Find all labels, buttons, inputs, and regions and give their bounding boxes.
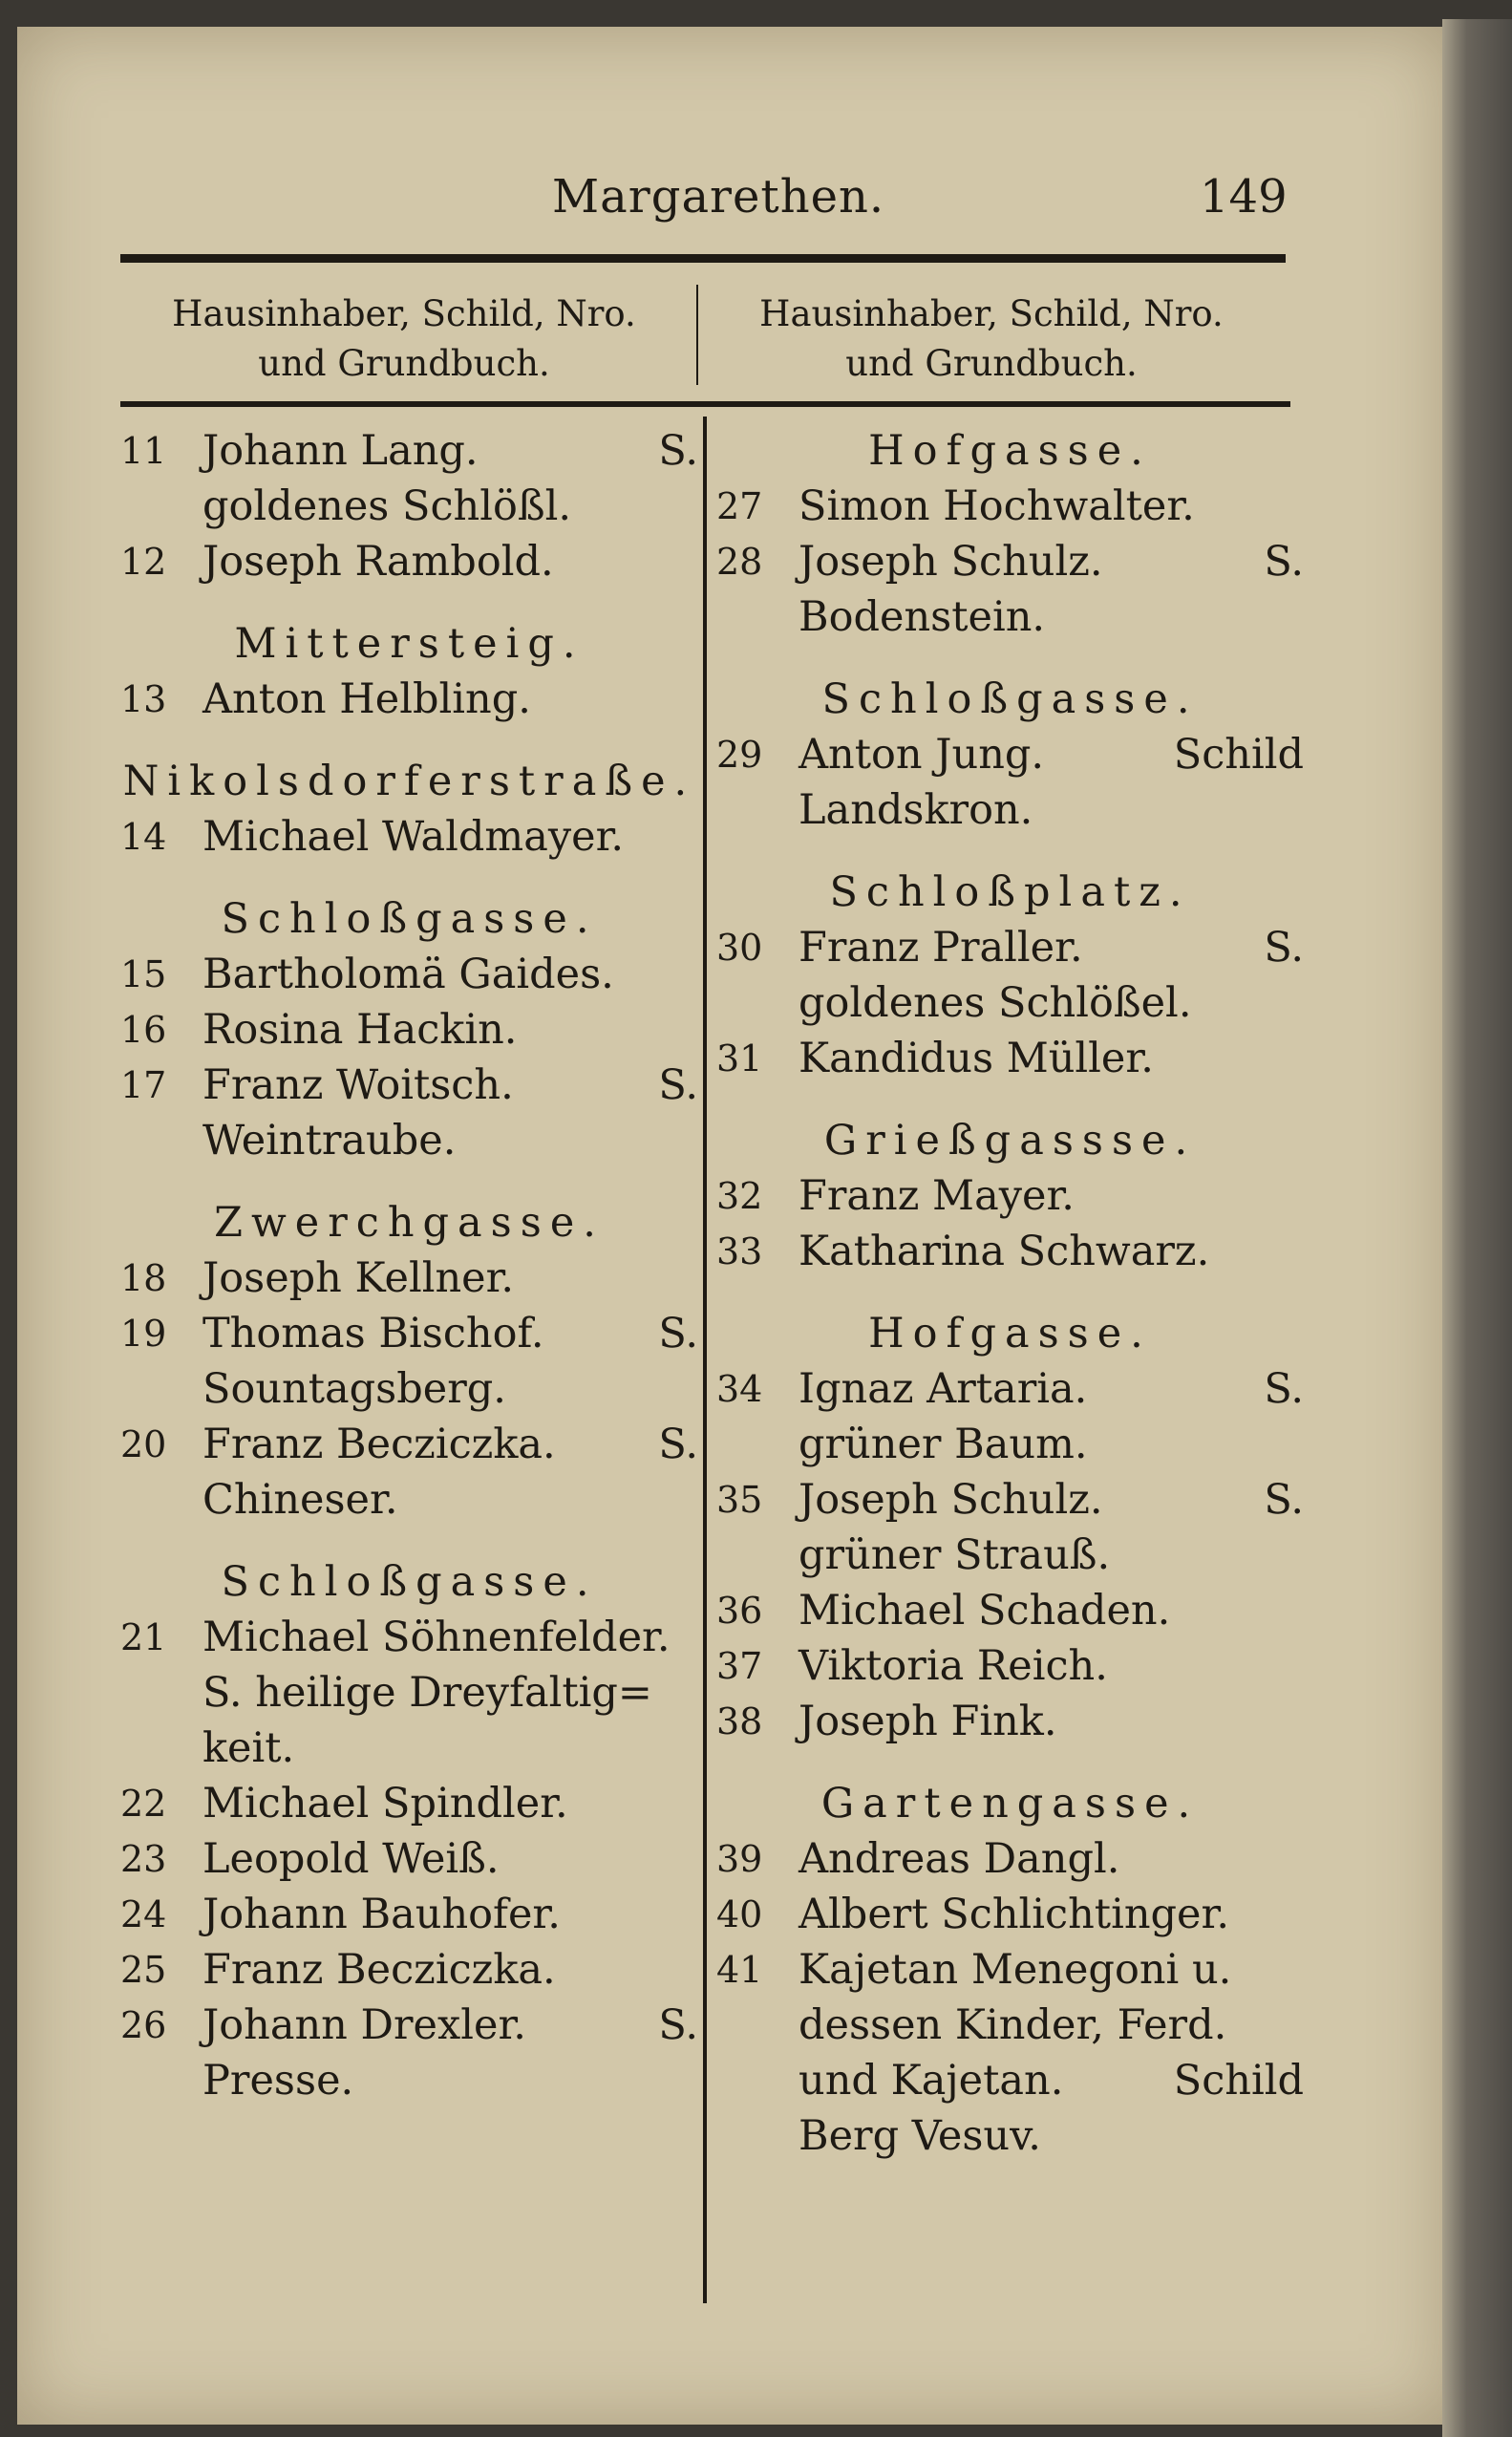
entry-line: Simon Hochwalter. [799, 482, 1195, 530]
house-entry [120, 1058, 698, 1168]
house-entry [716, 1887, 1304, 1942]
entry-line: Andreas Dangl. [799, 1835, 1120, 1883]
house-number: 36 [716, 1590, 763, 1632]
house-number: 37 [716, 1645, 763, 1687]
house-number: 23 [120, 1838, 167, 1880]
house-entry [120, 1417, 698, 1528]
page-number: 149 [1200, 170, 1288, 224]
entry-line: grüner Baum. [799, 1421, 1088, 1468]
house-entry [716, 727, 1304, 838]
house-number: 30 [716, 927, 763, 969]
street-heading: Zwerchgasse. [214, 1199, 605, 1247]
house-number: 24 [120, 1893, 167, 1935]
column-heading-line: Hausinhaber, Schild, Nro. [172, 293, 636, 334]
entry-line: grüner Strauß. [799, 1531, 1111, 1579]
house-number: 12 [120, 541, 167, 583]
house-entry [120, 1776, 698, 1831]
house-number: 28 [716, 541, 763, 583]
sign-mark: S. [658, 2001, 698, 2049]
entry-line: Johann Bauhofer. [202, 1891, 561, 1938]
house-entry [716, 1224, 1304, 1279]
entry-line: goldenes Schlößl. [202, 482, 572, 530]
entry-line: Rosina Hackin. [202, 1006, 518, 1054]
entry-line: Joseph Kellner. [202, 1254, 515, 1302]
sign-mark: S. [658, 1061, 698, 1109]
running-head: Margarethen. [552, 170, 885, 224]
house-number: 14 [120, 816, 167, 858]
sign-mark: S. [1264, 1476, 1304, 1524]
sign-mark: S. [658, 1421, 698, 1468]
entry-line: Presse. [202, 2057, 354, 2105]
house-number: 20 [120, 1423, 167, 1465]
house-entry [120, 672, 698, 727]
house-entry [120, 1610, 698, 1776]
entry-line: Chineser. [202, 1476, 398, 1524]
street-heading: Schloßgasse. [221, 1558, 598, 1606]
house-number: 27 [716, 485, 763, 527]
sign-mark: S. [1264, 924, 1304, 972]
house-entry [120, 947, 698, 1002]
entry-text: Joseph Schulz. [799, 1476, 1103, 1524]
right-column [716, 423, 1304, 2164]
house-number: 40 [716, 1893, 763, 1935]
house-number: 41 [716, 1949, 763, 1991]
entry-line: Michael Schaden. [799, 1587, 1171, 1635]
entry-line: Bartholomä Gaides. [202, 951, 614, 998]
street-heading: Schloßgasse. [221, 895, 598, 943]
book-edge [1442, 19, 1512, 2437]
entry-line [799, 1472, 1304, 1528]
house-entry [120, 809, 698, 865]
heading-divider [696, 285, 698, 385]
street-heading: Gartengasse. [820, 1780, 1200, 1828]
street-heading: Schloßgasse. [821, 675, 1199, 723]
entry-line [799, 1361, 1304, 1417]
house-entry [120, 1002, 698, 1058]
entry-line [799, 2053, 1304, 2108]
house-number: 11 [120, 430, 167, 472]
entry-line: Katharina Schwarz. [799, 1228, 1210, 1275]
house-number: 33 [716, 1230, 763, 1272]
column-heading-line: und Grundbuch. [845, 343, 1138, 384]
entry-text: Thomas Bischof. [202, 1310, 544, 1357]
house-entry [120, 1251, 698, 1306]
entry-line: Leopold Weiß. [202, 1835, 500, 1883]
house-number: 38 [716, 1700, 763, 1742]
house-number: 19 [120, 1313, 167, 1355]
street-heading: Grießgassse. [823, 1117, 1197, 1165]
street-heading: Schloßplatz. [829, 868, 1191, 916]
house-number: 22 [120, 1783, 167, 1825]
entry-line: Sountagsberg. [202, 1365, 506, 1413]
entry-line [202, 423, 698, 479]
street-heading: Hofgasse. [868, 1310, 1152, 1357]
house-entry [120, 534, 698, 589]
street-heading: Mittersteig. [234, 620, 585, 668]
house-entry [120, 423, 698, 534]
entry-line: Michael Söhnenfelder. [202, 1614, 671, 1661]
house-number: 21 [120, 1616, 167, 1658]
entry-line: Albert Schlichtinger. [799, 1891, 1229, 1938]
sign-mark: S. [1264, 538, 1304, 586]
entry-text: und Kajetan. [799, 2057, 1064, 2105]
entry-line: Weintraube. [202, 1117, 457, 1165]
entry-line [799, 920, 1304, 975]
house-entry [716, 1583, 1304, 1638]
entry-line: Joseph Fink. [799, 1698, 1057, 1745]
house-entry [716, 1694, 1304, 1749]
house-entry [716, 1942, 1304, 2164]
entry-line: goldenes Schlößel. [799, 979, 1192, 1027]
entry-line: Berg Vesuv. [799, 2112, 1041, 2160]
entry-line: S. heilige Dreyfaltig= [202, 1669, 652, 1717]
column-heading-line: Hausinhaber, Schild, Nro. [759, 293, 1224, 334]
entry-line: Anton Helbling. [202, 675, 531, 723]
entry-text: Joseph Schulz. [799, 538, 1103, 586]
entry-text: Franz Becziczka. [202, 1421, 556, 1468]
sign-mark: S. [658, 1310, 698, 1357]
street-heading: Nikolsdorferstraße. [122, 758, 696, 805]
sign-mark: S. [658, 427, 698, 475]
street-heading: Hofgasse. [868, 427, 1152, 475]
entry-line: Viktoria Reich. [799, 1642, 1108, 1690]
entry-text: Anton Jung. [799, 731, 1045, 779]
house-number: 35 [716, 1479, 763, 1521]
house-number: 39 [716, 1838, 763, 1880]
house-entry [716, 1361, 1304, 1472]
book-page [17, 27, 1450, 2425]
entry-line [799, 727, 1304, 782]
house-number: 31 [716, 1037, 763, 1080]
entry-line: Kandidus Müller. [799, 1035, 1154, 1082]
house-entry [716, 1638, 1304, 1694]
house-entry [120, 1998, 698, 2108]
column-heading-left [113, 289, 695, 389]
entry-text: Franz Praller. [799, 924, 1083, 972]
house-number: 17 [120, 1064, 167, 1106]
house-entry [716, 1831, 1304, 1887]
sign-mark: Schild [1173, 731, 1304, 779]
house-number: 34 [716, 1368, 763, 1410]
entry-line: keit. [202, 1724, 295, 1772]
entry-line [799, 534, 1304, 589]
entry-line: Joseph Rambold. [202, 538, 554, 586]
column-divider [703, 417, 707, 2303]
entry-line: Franz Mayer. [799, 1172, 1075, 1220]
house-entry [716, 1472, 1304, 1583]
entry-line: Kajetan Menegoni u. [799, 1946, 1232, 1994]
house-number: 32 [716, 1175, 763, 1217]
entry-line: Franz Becziczka. [202, 1946, 556, 1994]
house-entry [716, 920, 1304, 1031]
entry-line: dessen Kinder, Ferd. [799, 2001, 1227, 2049]
entry-line [202, 1998, 698, 2053]
house-entry [120, 1831, 698, 1887]
column-heading-line: und Grundbuch. [258, 343, 550, 384]
house-number: 18 [120, 1257, 167, 1299]
column-heading-right [700, 289, 1283, 389]
house-number: 15 [120, 953, 167, 995]
house-entry [716, 479, 1304, 534]
house-number: 29 [716, 734, 763, 776]
house-number: 13 [120, 678, 167, 720]
house-entry [716, 534, 1304, 645]
house-number: 16 [120, 1009, 167, 1051]
sign-mark: Schild [1173, 2057, 1304, 2105]
heading-rule [120, 254, 1286, 263]
entry-line: Michael Spindler. [202, 1780, 568, 1828]
house-entry [120, 1887, 698, 1942]
house-number: 26 [120, 2004, 167, 2046]
entry-text: Ignaz Artaria. [799, 1365, 1088, 1413]
house-entry [716, 1031, 1304, 1086]
entry-text: Franz Woitsch. [202, 1061, 514, 1109]
entry-line [202, 1306, 698, 1361]
entry-line: Michael Waldmayer. [202, 813, 625, 861]
entry-line: Landskron. [799, 786, 1033, 834]
house-entry [716, 1168, 1304, 1224]
entry-line: Bodenstein. [799, 593, 1046, 641]
house-entry [120, 1942, 698, 1998]
entry-line [202, 1417, 698, 1472]
left-column [120, 423, 698, 2108]
entry-text: Johann Drexler. [202, 2001, 526, 2049]
entry-text: Johann Lang. [202, 427, 479, 475]
sign-mark: S. [1264, 1365, 1304, 1413]
column-heading-rule [120, 401, 1290, 407]
house-number: 25 [120, 1949, 167, 1991]
house-entry [120, 1306, 698, 1417]
entry-line [202, 1058, 698, 1113]
